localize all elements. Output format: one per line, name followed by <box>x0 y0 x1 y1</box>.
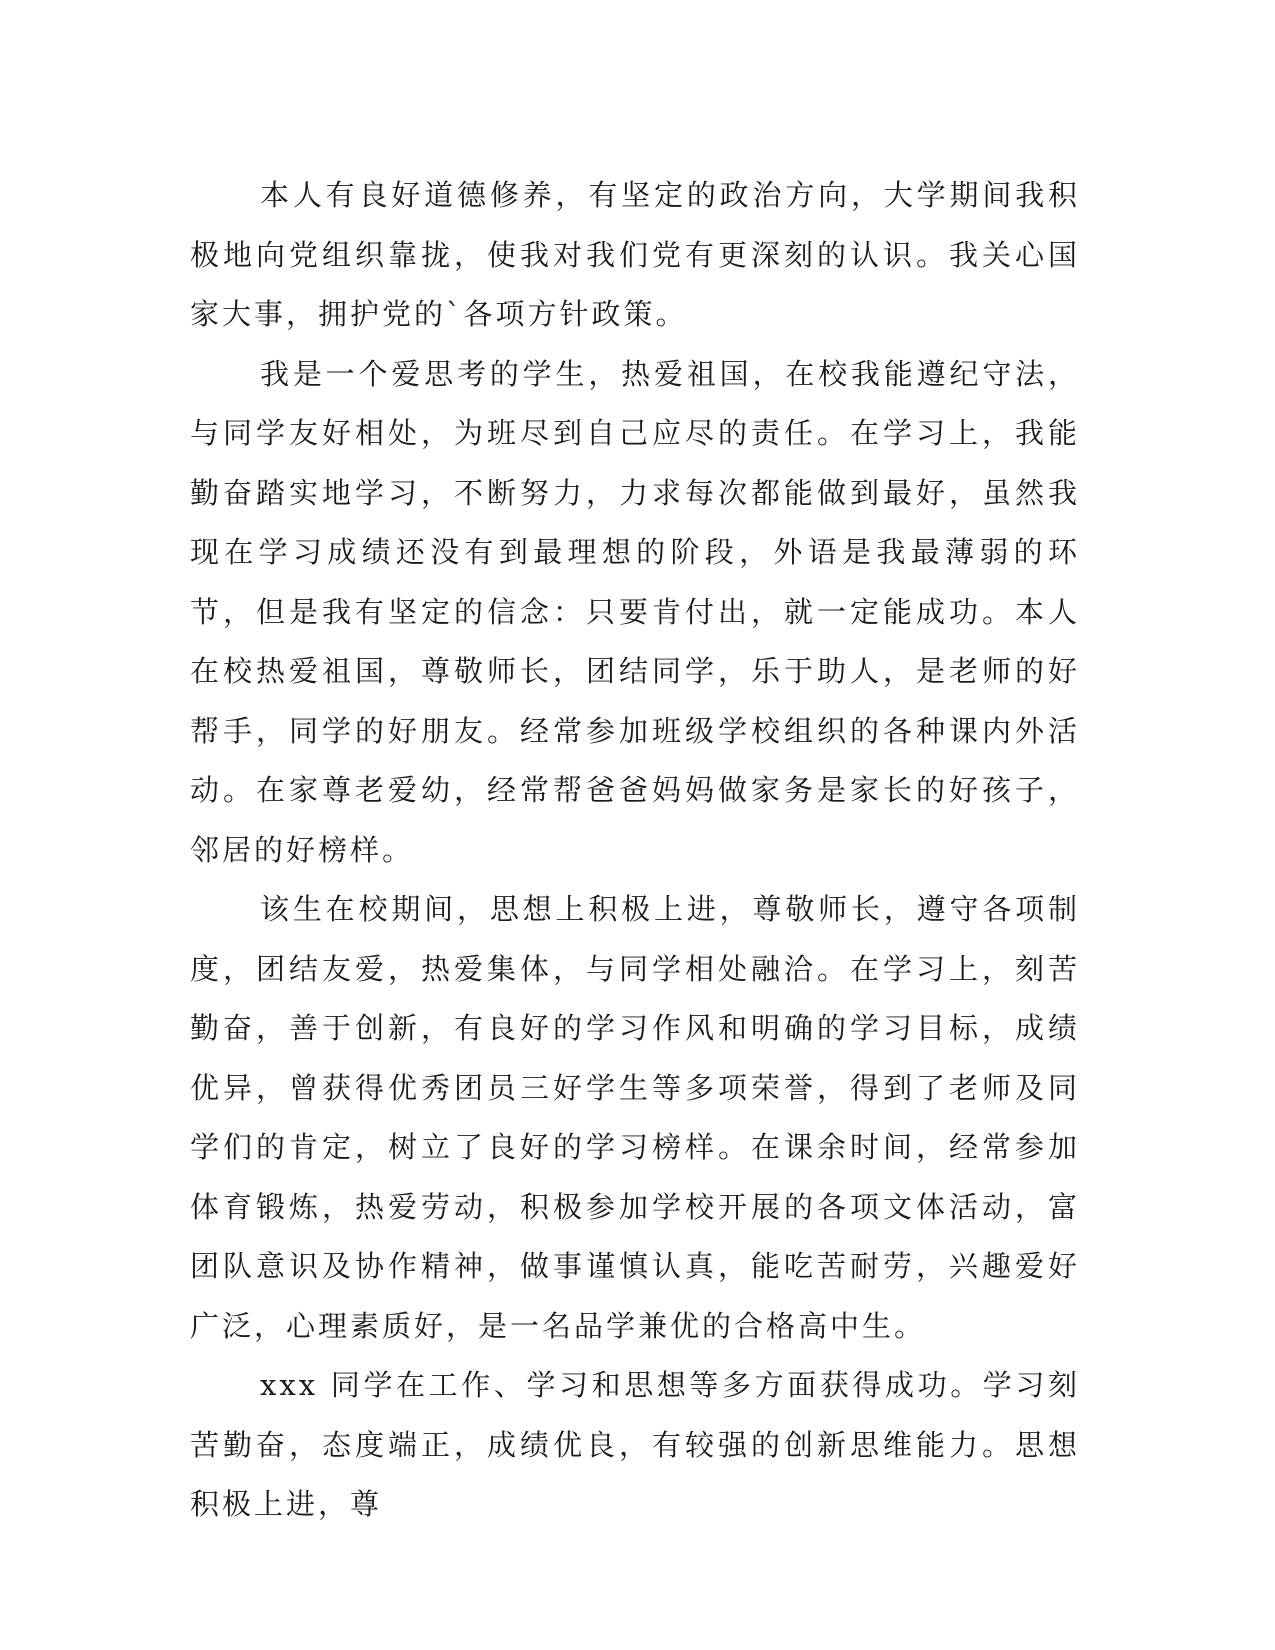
document-body <box>190 166 1080 1535</box>
paragraph-1: 本人有良好道德修养，有坚定的政治方向，大学期间我积极地向党组织靠拢，使我对我们党有更深刻的认识。我关心国家大事，拥护党的`各项方针政策。 <box>190 178 1080 331</box>
paragraph-4: xxx 同学在工作、学习和思想等多方面获得成功。学习刻苦勤奋，态度端正，成绩优良，有较强的创新思维能力。思想积极上进，尊 <box>190 1368 1080 1521</box>
paragraph-3: 该生在校期间，思想上积极上进，尊敬师长，遵守各项制度，团结友爱，热爱集体，与同学相处融洽。在学习上，刻苦勤奋，善于创新，有良好的学习作风和明确的学习目标，成绩优异，曾获得优秀团员三好学生等多项荣誉，得到了老师及同学们的肯定，树立了良好的学习榜样。在课余时间，经常参加体育锻炼，热爱劳动，积极参加学校开展的各项文体活动，富团队意识及协作精神，做事谨慎认真，能吃苦耐劳，兴趣爱好广泛，心理素质好，是一名品学兼优的合格高中生。 <box>190 892 1080 1343</box>
paragraph-2: 我是一个爱思考的学生，热爱祖国，在校我能遵纪守法，与同学友好相处，为班尽到自己应尽的责任。在学习上，我能勤奋踏实地学习，不断努力，力求每次都能做到最好，虽然我现在学习成绩还没有到最理想的阶段，外语是我最薄弱的环节，但是我有坚定的信念：只要肯付出，就一定能成功。本人在校热爱祖国，尊敬师长，团结同学，乐于助人，是老师的好帮手，同学的好朋友。经常参加班级学校组织的各种课内外活动。在家尊老爱幼，经常帮爸爸妈妈做家务是家长的好孩子，邻居的好榜样。 <box>190 356 1080 867</box>
